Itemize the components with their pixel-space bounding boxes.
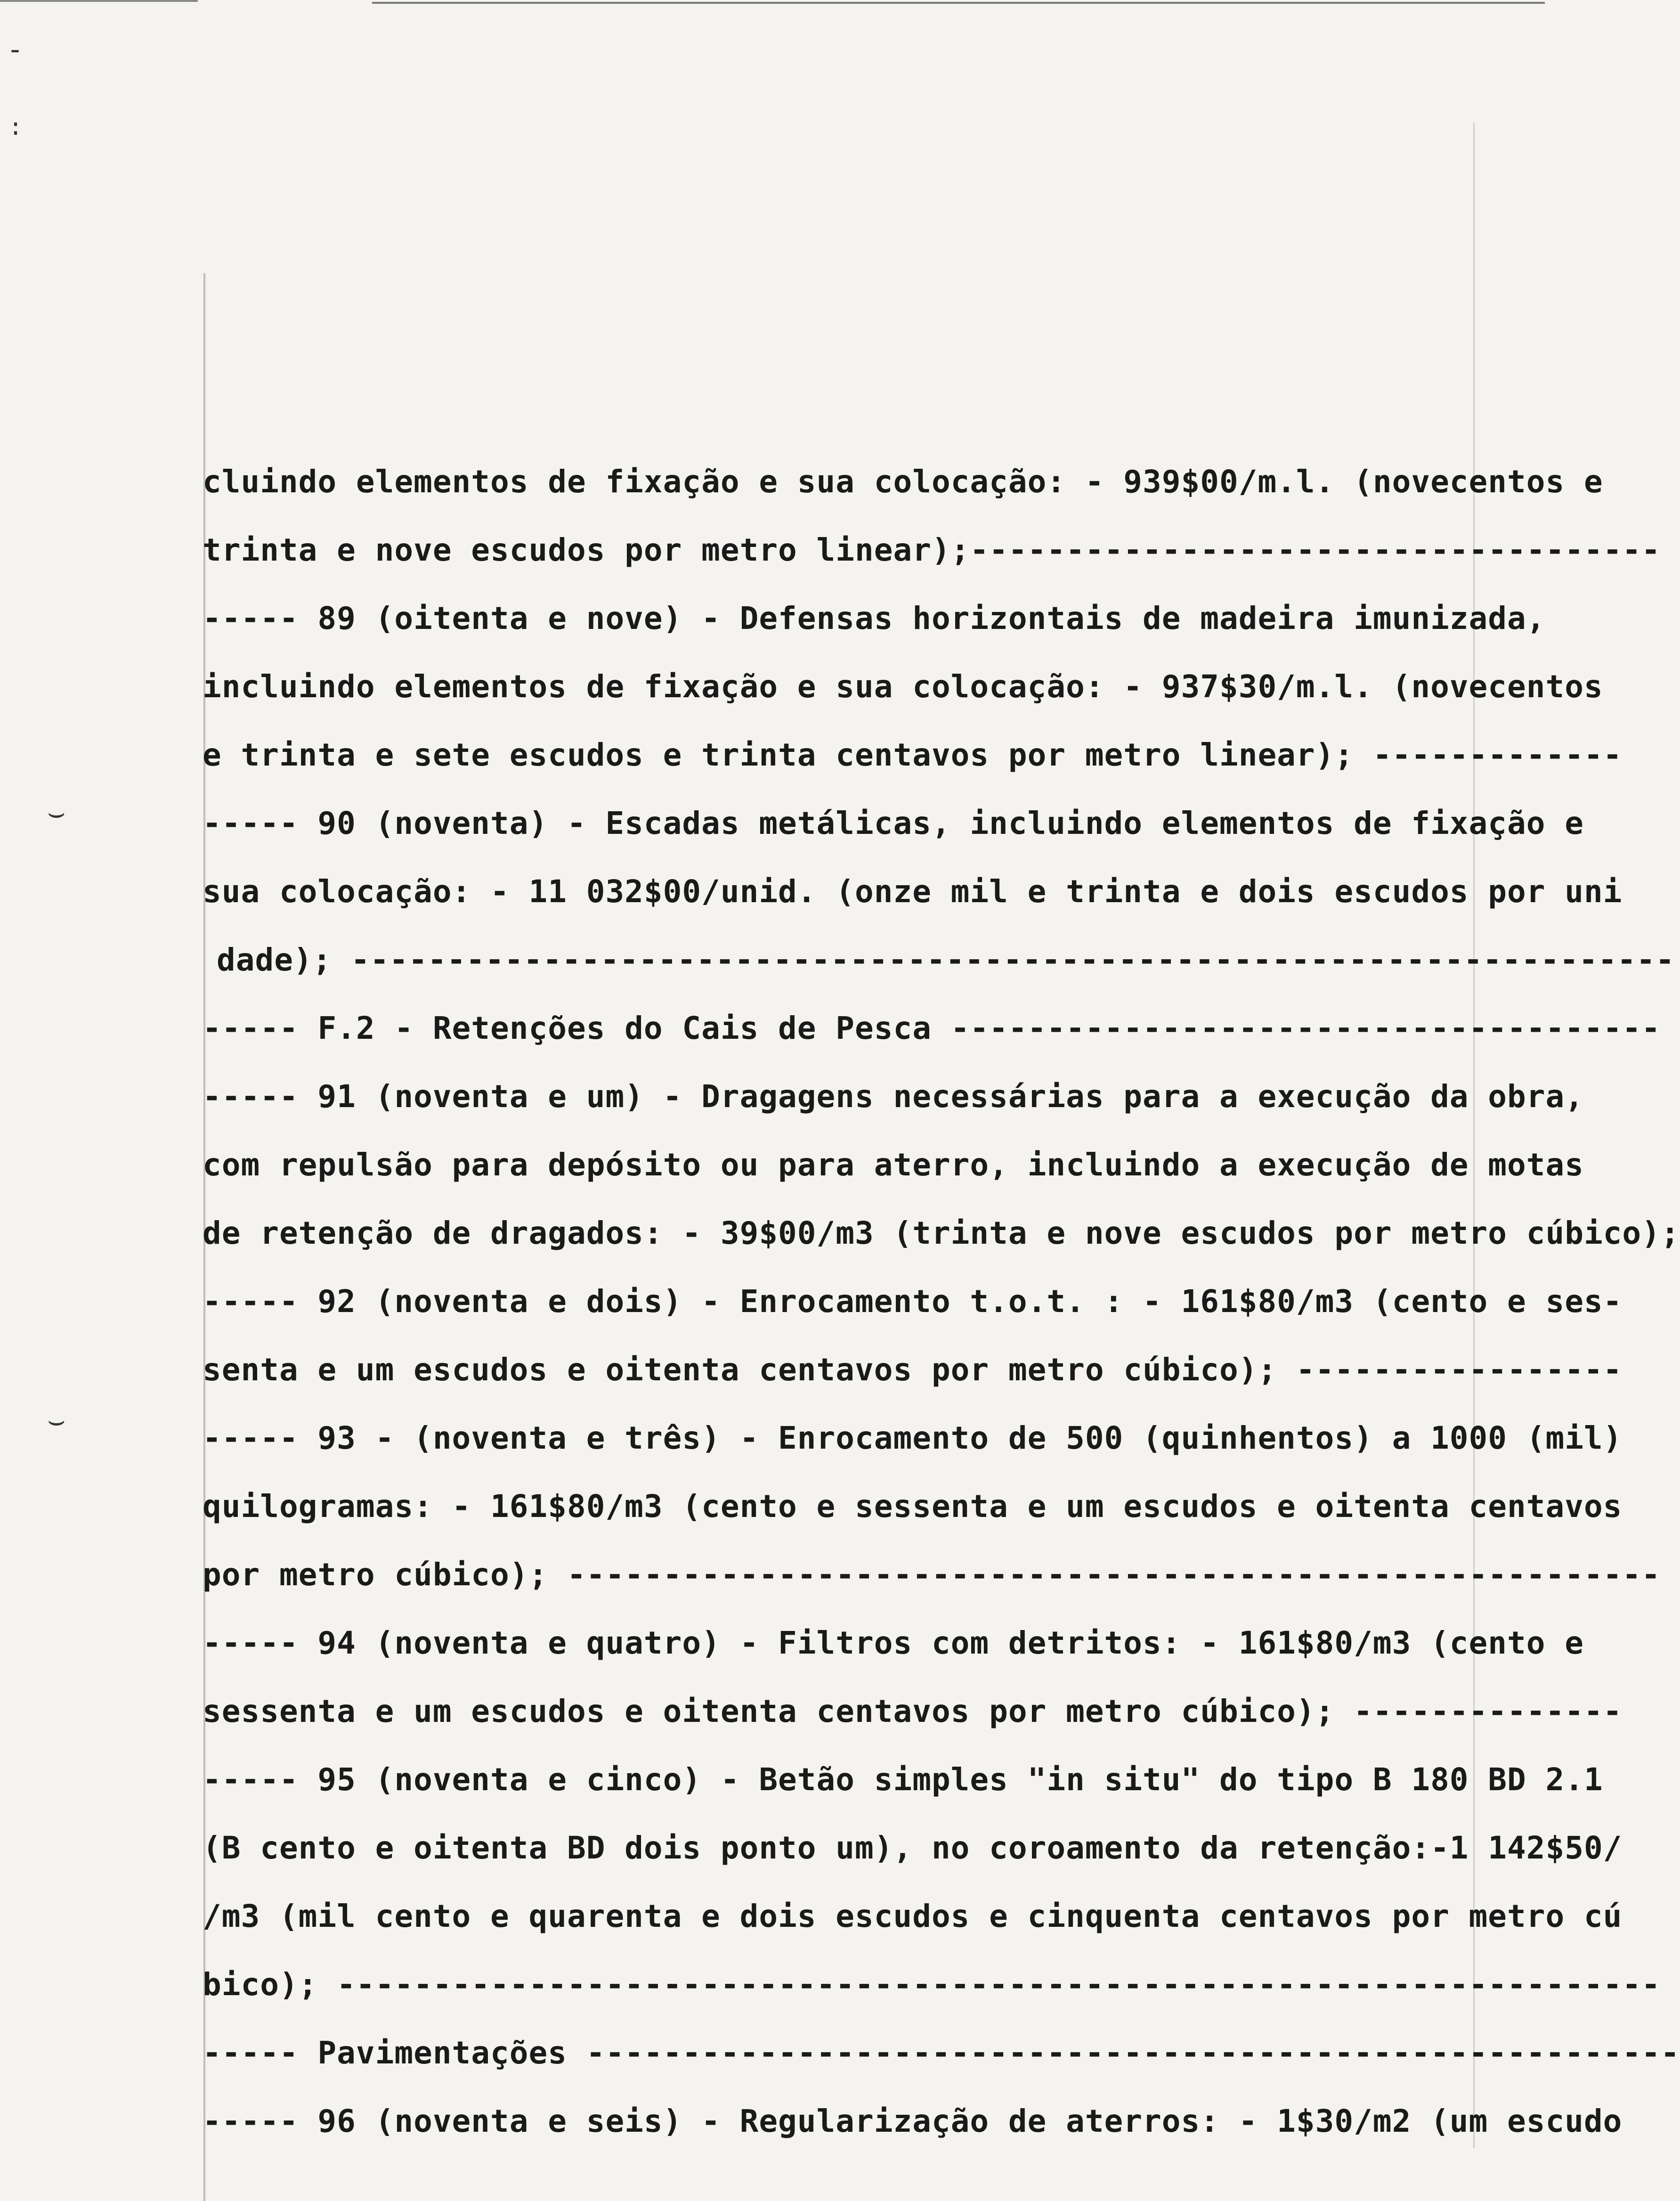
text-line: ----- 96 (noventa e seis) - Regularização de aterros: - 1$30/m2 (um escudo	[203, 2103, 1623, 2139]
text-line: cluindo elementos de fixação e sua colocação: - 939$00/m.l. (novecentos e	[203, 464, 1603, 500]
text-line: trinta e nove escudos por metro linear);------------------------------------	[203, 532, 1661, 568]
text-line: ----- 93 - (noventa e três) - Enrocamento de 500 (quinhentos) a 1000 (mil)	[203, 1420, 1623, 1456]
text-line: ----- 92 (noventa e dois) - Enrocamento t.o.t. : - 161$80/m3 (cento e ses-	[203, 1283, 1623, 1320]
top-edge-rule-left	[0, 0, 198, 2]
scan-mark-curve: ⌣	[47, 796, 66, 829]
scan-mark-dash: -	[7, 33, 24, 66]
text-line: ----- 89 (oitenta e nove) - Defensas horizontais de madeira imunizada,	[203, 600, 1546, 636]
scan-mark-colon: :	[8, 113, 23, 140]
text-line: incluindo elementos de fixação e sua colocação: - 937$30/m.l. (novecentos	[203, 668, 1603, 705]
text-line: ----- 94 (noventa e quatro) - Filtros com detritos: - 161$80/m3 (cento e	[203, 1625, 1584, 1661]
typed-text-block	[203, 448, 1680, 2155]
text-line: sua colocação: - 11 032$00/unid. (onze mil e trinta e dois escudos por uni	[203, 873, 1623, 910]
scan-mark-curve: ⌣	[47, 1404, 66, 1437]
section-heading-line: ----- F.2 - Retenções do Cais de Pesca -------------------------------------	[203, 1010, 1661, 1046]
text-line: quilogramas: - 161$80/m3 (cento e sessenta e um escudos e oitenta centavos	[203, 1488, 1623, 1524]
text-line: dade); ---------------------------------------------------------------------	[217, 942, 1675, 978]
text-line: senta e um escudos e oitenta centavos por metro cúbico); -----------------	[203, 1352, 1623, 1388]
text-line: sessenta e um escudos e oitenta centavos por metro cúbico); --------------	[203, 1693, 1623, 1729]
text-line: /m3 (mil cento e quarenta e dois escudos e cinquenta centavos por metro cú	[203, 1898, 1623, 1934]
text-line: (B cento e oitenta BD dois ponto um), no coroamento da retenção:-1 142$50/	[203, 1830, 1623, 1866]
text-line: por metro cúbico); ---------------------------------------------------------	[203, 1557, 1661, 1593]
text-line: ----- 90 (noventa) - Escadas metálicas, incluindo elementos de fixação e	[203, 805, 1584, 841]
text-line: de retenção de dragados: - 39$00/m3 (trinta e nove escudos por metro cúbico);	[203, 1215, 1680, 1251]
top-edge-rule-right	[372, 2, 1545, 4]
text-line: bico); ---------------------------------------------------------------------	[203, 1966, 1661, 2003]
section-heading-line: ----- Pavimentações ---------------------------------------------------------	[203, 2035, 1680, 2071]
text-line: ----- 95 (noventa e cinco) - Betão simples "in situ" do tipo B 180 BD 2.1	[203, 1761, 1603, 1798]
text-line: com repulsão para depósito ou para aterro, incluindo a execução de motas	[203, 1147, 1584, 1183]
text-line: ----- 91 (noventa e um) - Dragagens necessárias para a execução da obra,	[203, 1078, 1584, 1115]
text-line: e trinta e sete escudos e trinta centavos por metro linear); -------------	[203, 737, 1623, 773]
